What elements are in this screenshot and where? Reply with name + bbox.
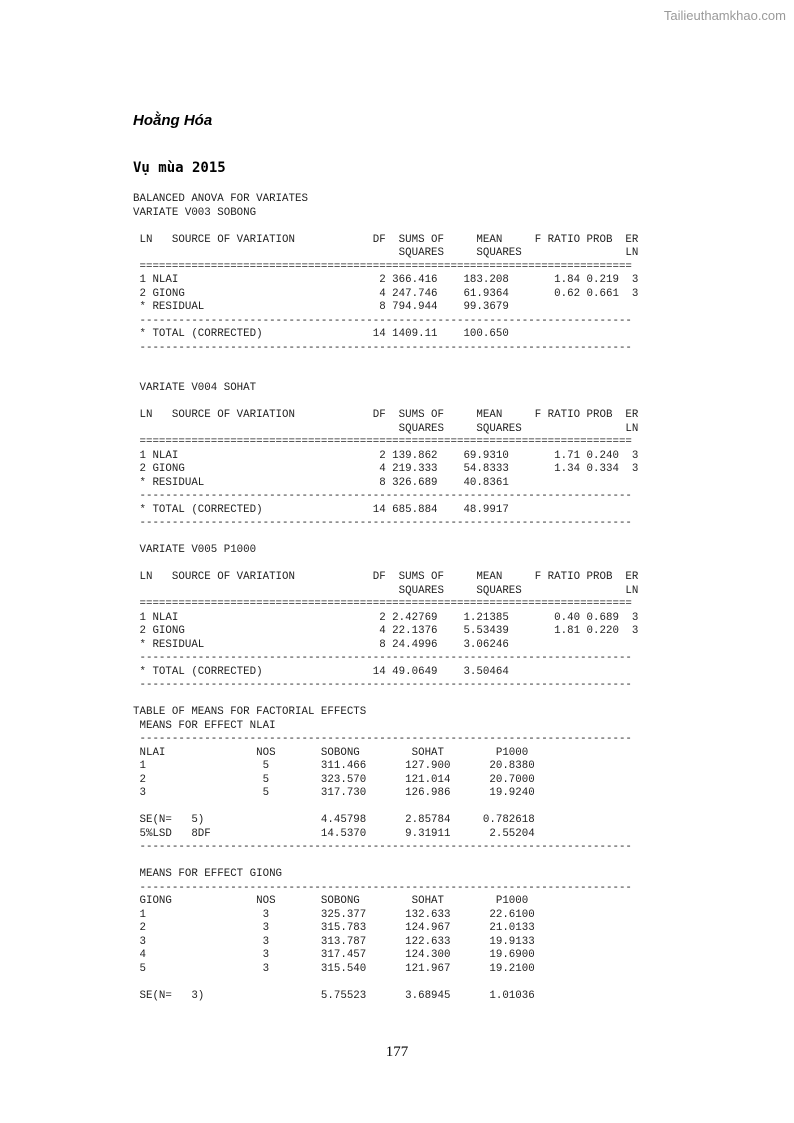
output-line: ============================================================================ xyxy=(133,260,632,273)
output-line: VARIATE V004 SOHAT xyxy=(133,382,257,394)
output-line: MEANS FOR EFFECT NLAI xyxy=(133,719,276,732)
output-line: 1 NLAI 2 2.42769 1.21385 0.40 0.689 3 xyxy=(133,611,639,624)
output-line: * RESIDUAL 8 24.4996 3.06246 xyxy=(133,638,509,651)
output-line: 1 NLAI 2 366.416 183.208 1.84 0.219 3 xyxy=(133,274,639,286)
output-line: 2 3 315.783 124.967 21.0133 xyxy=(133,922,535,934)
output-line: 4 3 317.457 124.300 19.6900 xyxy=(133,949,535,961)
output-line: ---------------------------------------------------------------------------- xyxy=(133,652,632,664)
output-line: SE(N= 3) 5.75523 3.68945 1.01036 xyxy=(133,989,535,1002)
output-line: ---------------------------------------------------------------------------- xyxy=(133,314,632,327)
output-line: * TOTAL (CORRECTED) 14 685.884 48.9917 xyxy=(133,503,509,516)
output-line: 5 3 315.540 121.967 19.2100 xyxy=(133,962,535,975)
output-line: 2 GIONG 4 22.1376 5.53439 1.81 0.220 3 xyxy=(133,625,639,637)
output-line: ---------------------------------------------------------------------------- xyxy=(133,341,632,354)
output-line: ---------------------------------------------------------------------------- xyxy=(133,733,632,745)
output-line: 1 NLAI 2 139.862 69.9310 1.71 0.240 3 xyxy=(133,449,639,462)
output-line: BALANCED ANOVA FOR VARIATES xyxy=(133,193,308,205)
section-subheading: Vụ mùa 2015 xyxy=(133,160,226,176)
output-line: 2 GIONG 4 247.746 61.9364 0.62 0.661 3 xyxy=(133,287,639,300)
output-line: 5%LSD 8DF 14.5370 9.31911 2.55204 xyxy=(133,827,535,840)
output-line: 3 5 317.730 126.986 19.9240 xyxy=(133,787,535,799)
output-line: 1 5 311.466 127.900 20.8380 xyxy=(133,760,535,772)
section-heading: Hoằng Hóa xyxy=(133,112,213,129)
page-number: 177 xyxy=(385,1044,409,1060)
output-line: * RESIDUAL 8 326.689 40.8361 xyxy=(133,476,509,489)
watermark: Tailieuthamkhao.com xyxy=(663,8,786,23)
output-line: * RESIDUAL 8 794.944 99.3679 xyxy=(133,301,509,313)
output-line: ---------------------------------------------------------------------------- xyxy=(133,841,632,853)
output-line: 3 3 313.787 122.633 19.9133 xyxy=(133,935,535,948)
output-line: ============================================================================ xyxy=(133,436,632,448)
output-line: SQUARES SQUARES LN xyxy=(133,584,639,597)
output-line: NLAI NOS SOBONG SOHAT P1000 xyxy=(133,746,529,759)
output-line: LN SOURCE OF VARIATION DF SUMS OF MEAN F RATIO PROB ER xyxy=(133,409,639,421)
output-line: MEANS FOR EFFECT GIONG xyxy=(133,868,283,880)
output-line: ---------------------------------------------------------------------------- xyxy=(133,490,632,502)
output-line: ---------------------------------------------------------------------------- xyxy=(133,679,632,691)
output-line: * TOTAL (CORRECTED) 14 1409.11 100.650 xyxy=(133,328,509,340)
anova-output xyxy=(133,193,638,1003)
output-line: VARIATE V003 SOBONG xyxy=(133,206,257,219)
output-line: ============================================================================ xyxy=(133,598,632,610)
output-line: ---------------------------------------------------------------------------- xyxy=(133,517,632,529)
output-line: SQUARES SQUARES LN xyxy=(133,247,639,259)
output-line: 2 5 323.570 121.014 20.7000 xyxy=(133,773,535,786)
output-line: SQUARES SQUARES LN xyxy=(133,422,639,435)
output-line: SE(N= 5) 4.45798 2.85784 0.782618 xyxy=(133,814,535,826)
output-line: ---------------------------------------------------------------------------- xyxy=(133,881,632,894)
output-line: 2 GIONG 4 219.333 54.8333 1.34 0.334 3 xyxy=(133,463,639,475)
output-line: GIONG NOS SOBONG SOHAT P1000 xyxy=(133,895,529,907)
output-line: 1 3 325.377 132.633 22.6100 xyxy=(133,908,535,921)
output-line: LN SOURCE OF VARIATION DF SUMS OF MEAN F RATIO PROB ER xyxy=(133,571,639,583)
output-line: LN SOURCE OF VARIATION DF SUMS OF MEAN F RATIO PROB ER xyxy=(133,233,639,246)
output-line: * TOTAL (CORRECTED) 14 49.0649 3.50464 xyxy=(133,665,509,678)
output-line: VARIATE V005 P1000 xyxy=(133,544,257,556)
output-line: TABLE OF MEANS FOR FACTORIAL EFFECTS xyxy=(133,706,367,718)
